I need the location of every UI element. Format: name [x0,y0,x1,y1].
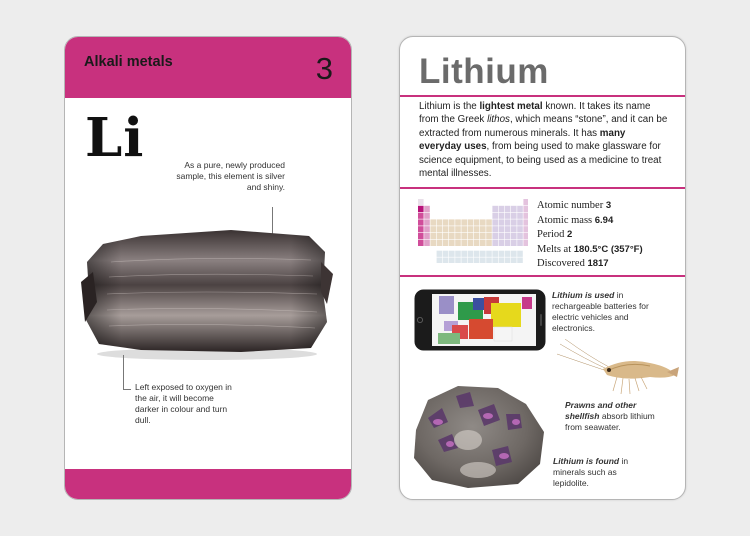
periodic-table-cell [505,219,511,225]
caption-batteries: Lithium is used in rechargeable batteries for electric vehicles and electronics. [552,290,649,333]
facts-bottom-rule [400,275,685,277]
periodic-table-cell [523,240,528,246]
periodic-table-cell [418,213,424,219]
periodic-table-cell [455,219,461,225]
periodic-table-cell [480,226,486,232]
periodic-table-cell [455,226,461,232]
periodic-table-cell [486,257,492,263]
periodic-table-cell [474,251,480,257]
periodic-table-cell [455,240,461,246]
periodic-table-cell [480,257,486,263]
periodic-table-cell [430,233,436,239]
element-card-front [64,36,352,500]
periodic-table-cell [492,219,498,225]
periodic-table-cell [430,240,436,246]
periodic-table-cell [474,219,480,225]
periodic-table-cell [511,226,517,232]
periodic-table-cell [418,233,424,239]
periodic-table-cell [443,240,449,246]
lepidolite-mineral-image [408,380,550,490]
periodic-table-cell [505,233,511,239]
periodic-table-cell [418,219,424,225]
periodic-table-cell [461,226,467,232]
periodic-table-cell [443,226,449,232]
periodic-table-cell [461,233,467,239]
periodic-table-cell [517,251,523,257]
periodic-table-cell [474,240,480,246]
periodic-table-cell [443,251,449,257]
periodic-table-cell [486,233,492,239]
periodic-table-cell [492,240,498,246]
periodic-table-cell [449,240,455,246]
periodic-table-cell [499,226,505,232]
periodic-table-cell [499,240,505,246]
periodic-table-cell [461,257,467,263]
periodic-table-cell [517,213,523,219]
periodic-table-cell [511,213,517,219]
periodic-table-cell [474,226,480,232]
periodic-table-cell [468,257,474,263]
periodic-table-cell [437,233,443,239]
periodic-table-cell [499,233,505,239]
category-label: Alkali metals [84,54,173,70]
periodic-table-cell [486,251,492,257]
periodic-table-cell [449,251,455,257]
periodic-table-cell [418,240,424,246]
periodic-table-cell [474,257,480,263]
periodic-table-cell [437,251,443,257]
bottom-band [65,469,351,499]
periodic-table-cell [480,219,486,225]
periodic-table-cell [486,226,492,232]
periodic-table-cell [523,206,528,212]
periodic-table-cell [424,240,430,246]
fact-atomic-number: Atomic number 3 [537,200,612,211]
periodic-table-cell [523,213,528,219]
periodic-table-cell [511,206,517,212]
periodic-table-cell [511,240,517,246]
periodic-table-cell [449,257,455,263]
periodic-table-cell [455,251,461,257]
annotation-dull: Left exposed to oxygen in the air, it will become darker in colour and turn dull. [135,382,232,425]
category-band [65,37,351,98]
element-description: Lithium is the lightest metal known. It takes its name from the Greek lithos, which means “stone”, and it can be extracted from numerous minerals. It has many everyday uses, from being used to make glassware for science equipment, to being used as a medicine to treat mental illnesses. [419,101,668,180]
element-card-back [399,36,686,500]
periodic-table-cell [474,233,480,239]
fact-discovered: Discovered 1817 [537,258,609,270]
periodic-table-cell [499,219,505,225]
periodic-table-cell [492,251,498,257]
periodic-table-cell [418,206,424,212]
periodic-table-cell [455,257,461,263]
periodic-table-cell [492,257,498,263]
periodic-table-cell [449,226,455,232]
periodic-table-cell [468,219,474,225]
periodic-table-cell [461,251,467,257]
periodic-table-cell [468,240,474,246]
periodic-table-cell [511,219,517,225]
facts-top-rule [400,187,685,189]
periodic-table-cell [437,219,443,225]
periodic-table-cell [468,233,474,239]
caption-minerals: Lithium is found in minerals such as lepidolite. [553,456,629,488]
periodic-table-cell [480,251,486,257]
periodic-table-cell [449,233,455,239]
element-name: Lithium [419,52,549,91]
lithium-metal-image [81,222,333,362]
periodic-table-cell [517,206,523,212]
periodic-table-cell [430,219,436,225]
periodic-table-cell [418,199,424,205]
periodic-table-cell [418,226,424,232]
element-symbol: Li [85,107,145,169]
periodic-table-cell [523,226,528,232]
periodic-table-cell [486,240,492,246]
periodic-table-cell [523,199,528,205]
periodic-table-cell [468,226,474,232]
periodic-table-cell [486,219,492,225]
card-number: 3 [315,51,333,86]
periodic-table-cell [505,251,511,257]
periodic-table-cell [523,233,528,239]
periodic-table-cell [492,226,498,232]
periodic-table-cell [443,257,449,263]
title-rule [400,95,685,97]
periodic-table-cell [437,240,443,246]
periodic-table-cell [461,240,467,246]
periodic-table-cell [437,257,443,263]
fact-period: Period 2 [537,229,573,241]
fact-melting-point: Melts at 180.5°C (357°F) [537,243,643,255]
periodic-table-cell [424,213,430,219]
periodic-table-cell [430,226,436,232]
periodic-table-cell [424,226,430,232]
periodic-table-cell [499,206,505,212]
periodic-table-cell [480,240,486,246]
periodic-table-cell [455,233,461,239]
periodic-table-cell [511,257,517,263]
periodic-table-cell [424,219,430,225]
periodic-table-cell [517,257,523,263]
annotation-shiny: As a pure, newly produced sample, this element is silver and shiny. [176,160,285,192]
caption-prawns: Prawns and other shellfish absorb lithium from seawater. [565,400,655,432]
periodic-table-cell [492,206,498,212]
periodic-table-cell [517,219,523,225]
periodic-table-cell [517,226,523,232]
periodic-table-cell [499,251,505,257]
periodic-table-cell [505,240,511,246]
periodic-table-cell [511,233,517,239]
periodic-table-cell [437,226,443,232]
periodic-table-cell [499,257,505,263]
smartphone-image [414,289,546,351]
periodic-table-cell [480,233,486,239]
periodic-table-icon [418,199,528,263]
periodic-table-cell [511,251,517,257]
periodic-table-cell [505,206,511,212]
periodic-table-cell [499,213,505,219]
periodic-table-cell [505,226,511,232]
fact-atomic-mass: Atomic mass 6.94 [537,214,614,226]
periodic-table-cell [505,213,511,219]
periodic-table-cell [449,219,455,225]
periodic-table-cell [424,233,430,239]
periodic-table-cell [461,219,467,225]
periodic-table-cell [517,240,523,246]
periodic-table-cell [424,206,430,212]
periodic-table-cell [492,233,498,239]
periodic-table-cell [492,213,498,219]
periodic-table-cell [505,257,511,263]
periodic-table-cell [443,233,449,239]
periodic-table-cell [468,251,474,257]
periodic-table-cell [443,219,449,225]
element-facts [537,199,643,272]
periodic-table-cell [523,219,528,225]
periodic-table-cell [517,233,523,239]
leader-line-bottom-tick [123,389,131,390]
leader-line-bottom [123,355,124,389]
prawn-image [555,339,680,399]
